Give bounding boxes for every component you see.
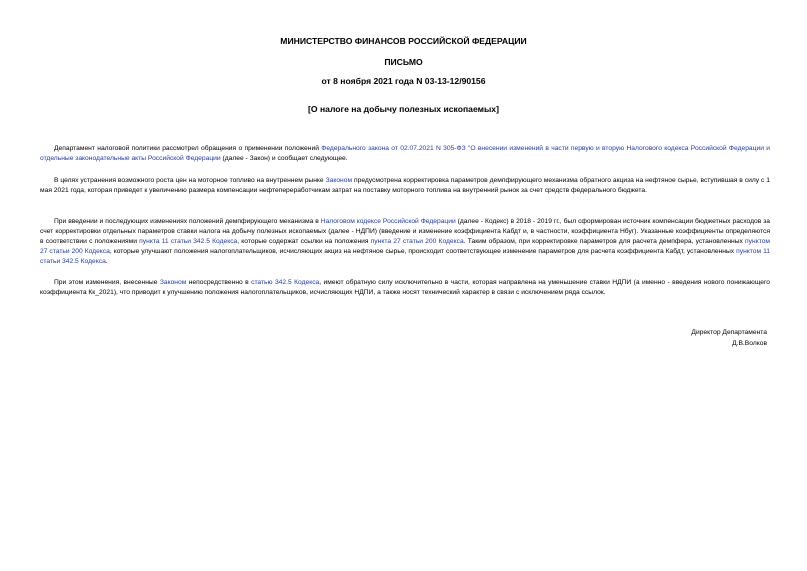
- law-link-2[interactable]: Законом: [159, 279, 187, 286]
- article-200-item-27-link-2[interactable]: пунктом 27 статьи 200 Кодекса: [40, 238, 771, 255]
- paragraph-3-text-3: , которые содержат ссылки на положения: [237, 238, 371, 245]
- paragraph-1-text-1: Департамент налоговой политики рассмотрел обращения о применении положений: [54, 145, 322, 152]
- date-number-heading: от 8 ноября 2021 года N 03-13-12/90156: [321, 76, 486, 86]
- paragraph-2: [40, 176, 770, 196]
- federal-law-link[interactable]: Федерального закона от 02.07.2021 N 305-ФЗ "О внесении изменений в части первую и вторую Налогового кодекса Российской Федерации и отдельные законодательные акты Российской Федерации: [40, 145, 770, 162]
- paragraph-1-text-2: (далее - Закон) и сообщает следующее.: [220, 155, 348, 162]
- paragraph-3-text-1: При введении и последующих изменениях положений демпфирующего механизма в: [54, 218, 321, 225]
- subject-heading: [О налоге на добычу полезных ископаемых]: [308, 104, 499, 114]
- signature-position: Директор Департамента: [691, 329, 767, 336]
- article-342-5-item-11-link-2[interactable]: пунктом 11 статьи 342.5 Кодекса: [40, 248, 771, 265]
- paragraph-3-text-4: . Таким образом, при корректировке параметров для расчета демпфера, установленных: [463, 238, 746, 245]
- article-342-5-link[interactable]: статью 342.5 Кодекса: [251, 279, 320, 286]
- article-342-5-item-11-link[interactable]: пункта 11 статьи 342.5 Кодекса: [139, 238, 238, 245]
- paragraph-3-text-5: , которые улучшают положения налогоплательщиков, исчисляющих акциз на нефтяное сырье, происходит соответствующее изменение параметров для расчета коэффициента Кабдт, установленных: [109, 248, 737, 255]
- paragraph-3-text-6: .: [105, 258, 108, 265]
- paragraph-2-text-2: предусмотрена корректировка параметров демпфирующего механизма обратного акциза на нефтяное сырье, вступившая в силу с 1 мая 2021 года, которая приведет к увеличению размера компенсации нефтепереработчикам затрат на поставку моторного топлива на внутренний рынок за счет средств федерального бюджета.: [40, 177, 770, 194]
- ministry-heading: МИНИСТЕРСТВО ФИНАНСОВ РОССИЙСКОЙ ФЕДЕРАЦИИ: [280, 36, 527, 46]
- article-200-item-27-link[interactable]: пункта 27 статьи 200 Кодекса: [370, 238, 464, 245]
- paragraph-3-text-2: (далее - Кодекс) в 2018 - 2019 гг., был сформирован источник компенсации бюджетных расходов за счет корректировки отдельных параметров ставки налога на добычу полезных ископаемых (далее - НДПИ) (введение и изменение коэффициента Кабдт и, в частности, коэффициента Нбуг). Указанные коэффициенты определяются в соответствии с положениями: [40, 218, 770, 245]
- paragraph-2-text-1: В целях устранения возможного роста цен на моторное топливо на внутреннем рынке: [54, 177, 326, 184]
- paragraph-4: [40, 278, 770, 298]
- paragraph-3: [40, 217, 770, 267]
- signature-name: Д.В.Волков: [732, 340, 767, 347]
- paragraph-4-text-1: При этом изменения, внесенные: [54, 279, 160, 286]
- paragraph-4-text-2: непосредственно в: [186, 279, 252, 286]
- paragraph-4-text-3: , имеют обратную силу исключительно в части, которая направлена на уменьшение ставки НДПИ (а именно - введения нового понижающего коэффициента Кк_2021), что приводит к улучшению положения налогоплательщиков, исчисляющих НДПИ, а также носят технический характер в связи с исключением ряда ссылок.: [40, 279, 770, 296]
- tax-code-link[interactable]: Налоговом кодексе Российской Федерации: [320, 218, 456, 225]
- law-link[interactable]: Законом: [325, 177, 353, 184]
- document-type-heading: ПИСЬМО: [384, 57, 423, 67]
- paragraph-1: [40, 144, 770, 164]
